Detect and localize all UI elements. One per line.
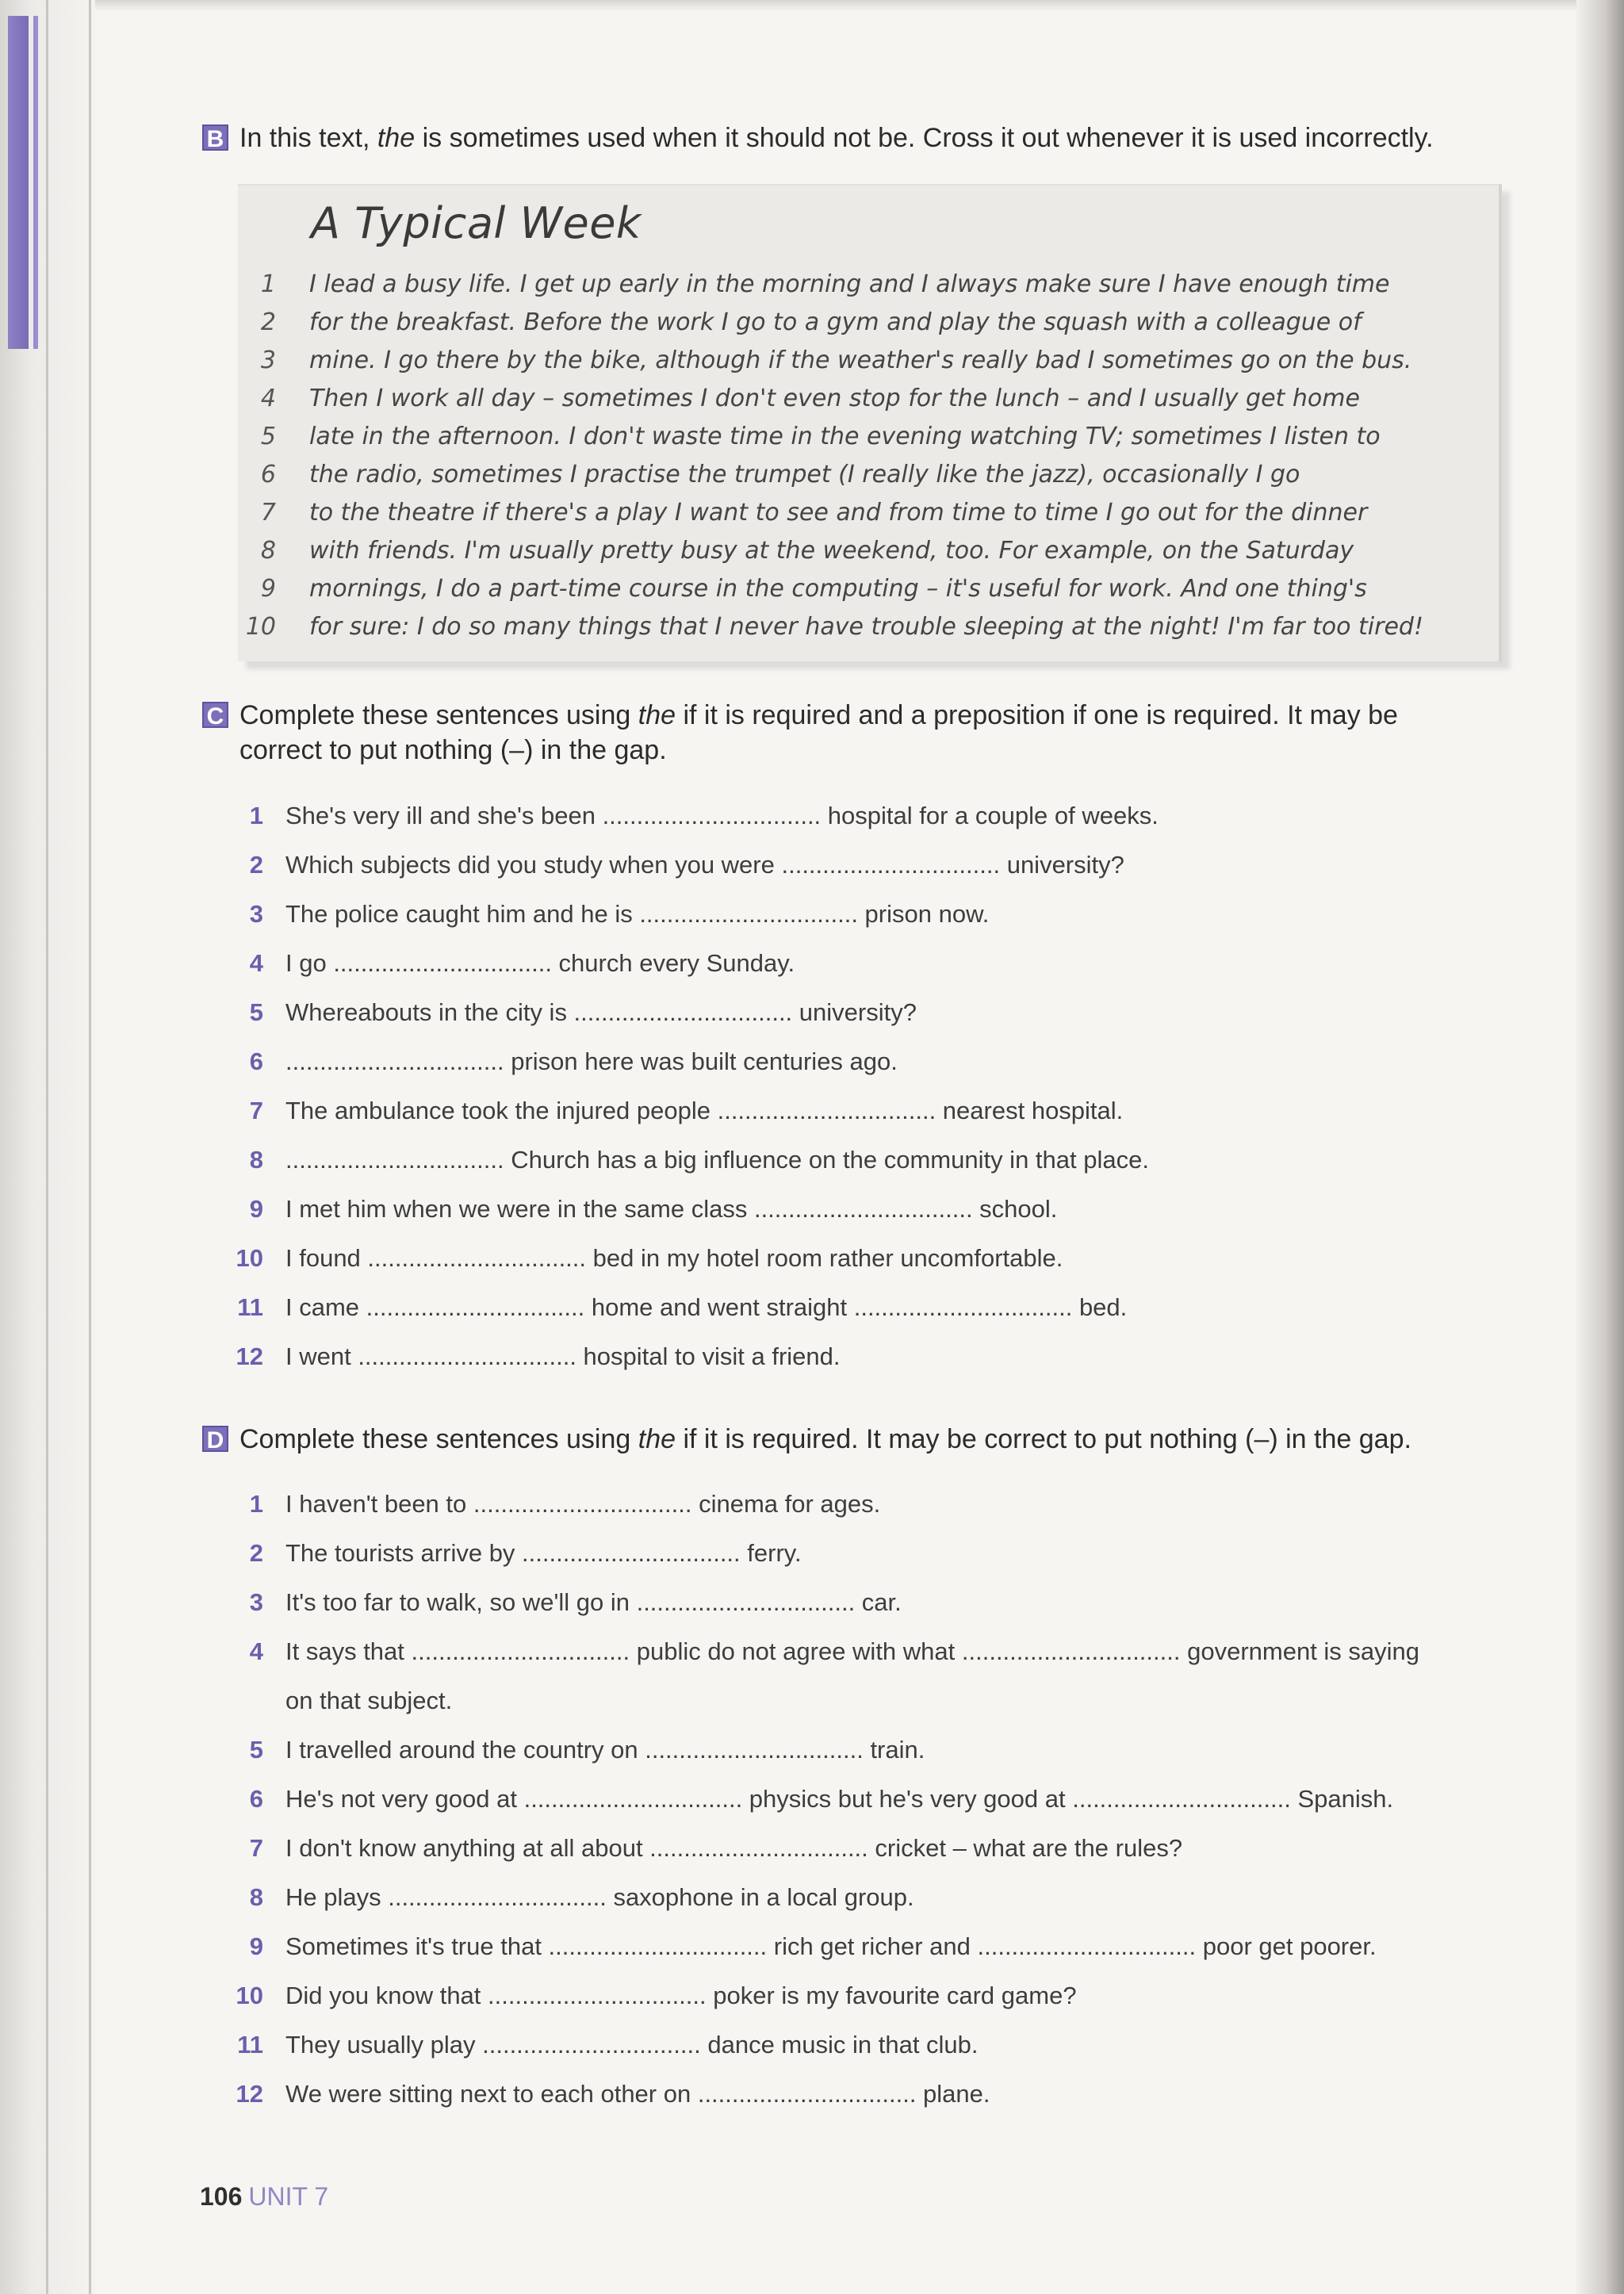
exercise-c-item-number: 2: [249, 851, 263, 879]
exercise-c-item-text: I went ................................ hospital to visit a friend.: [285, 1342, 841, 1370]
exercise-d-item-text: on that subject.: [285, 1687, 453, 1714]
story-line-text: I lead a busy life. I get up early in the morning and I always make sure I have enough time: [309, 270, 1390, 298]
exercise-c-item-text: I go ................................ church every Sunday.: [285, 949, 795, 977]
section-c-instruction-text: Complete these sentences using the if it is required and a preposition if one is required. It may be correct to put nothing (–) in the gap.: [239, 700, 1398, 765]
binding-line: [89, 0, 91, 2294]
exercise-d-item-number: 4: [249, 1637, 263, 1665]
exercise-d-item-text: Did you know that ................................ poker is my favourite card game?: [285, 1982, 1077, 2009]
section-d-instruction: [202, 1422, 1411, 1457]
story-line-number: 7: [260, 499, 276, 527]
exercise-c-item-number: 1: [249, 802, 263, 829]
exercise-d-item-number: 10: [236, 1982, 263, 2009]
exercise-c-item-number: 8: [249, 1146, 263, 1174]
exercise-d-item-text: Sometimes it's true that ................................ rich get richer and ................................ poor get poorer.: [285, 1932, 1377, 1960]
story-line-number: 2: [260, 308, 276, 336]
story-line-number: 4: [260, 385, 276, 412]
exercise-d-item-number: 12: [236, 2080, 263, 2108]
exercise-d-item-number: 3: [249, 1588, 263, 1616]
page-right-edge: [1576, 0, 1624, 2294]
story-line-text: the radio, sometimes I practise the trumpet (I really like the jazz), occasionally I go: [309, 461, 1300, 488]
exercise-c-item-number: 4: [249, 949, 263, 977]
story-line-text: Then I work all day – sometimes I don't even stop for the lunch – and I usually get home: [309, 385, 1360, 412]
exercise-c-item-text: ................................ Church has a big influence on the community in that place.: [285, 1146, 1149, 1174]
exercise-c-item-number: 6: [249, 1047, 263, 1075]
exercise-c-item-text: The police caught him and he is ................................ prison now.: [285, 900, 990, 928]
binding-line: [46, 0, 48, 2294]
exercise-d-item-text: It's too far to walk, so we'll go in ................................ car.: [285, 1588, 902, 1616]
section-b-badge: B: [202, 124, 228, 151]
exercise-d-item-number: 8: [249, 1883, 263, 1911]
section-d-badge: D: [202, 1426, 228, 1452]
exercise-d-item-number: 7: [249, 1834, 263, 1862]
section-c-instruction: [202, 698, 1398, 768]
story-line-text: late in the afternoon. I don't waste time in the evening watching TV; sometimes I listen to: [309, 423, 1381, 450]
exercise-d-item-text: I don't know anything at all about ................................ cricket – what are the rules?: [285, 1834, 1183, 1862]
story-line-text: mine. I go there by the bike, although if the weather's really bad I sometimes go on the bus.: [309, 347, 1412, 374]
exercise-c-item-text: I met him when we were in the same class ................................ school.: [285, 1195, 1058, 1223]
exercise-c-item-number: 10: [236, 1244, 263, 1272]
exercise-c-item-number: 12: [236, 1342, 263, 1370]
binding-color-tab: [8, 16, 29, 349]
story-line-number: 8: [260, 537, 276, 565]
exercise-d-item-text: The tourists arrive by ................................ ferry.: [285, 1539, 802, 1567]
story-line-number: 3: [260, 347, 276, 374]
section-b-instruction-text: In this text, the is sometimes used when it should not be. Cross it out whenever it is used incorrectly.: [239, 123, 1434, 153]
exercise-c-item-text: The ambulance took the injured people ................................ nearest hospital.: [285, 1097, 1124, 1124]
page-top-shadow: [0, 0, 1624, 11]
exercise-d-item-number: 1: [249, 1490, 263, 1518]
binding-color-tab-thin: [33, 16, 38, 349]
section-c-badge: C: [202, 702, 228, 728]
story-title: A Typical Week: [311, 198, 642, 248]
exercise-c-item-number: 9: [249, 1195, 263, 1223]
story-line-text: to the theatre if there's a play I want to see and from time to time I go out for the dinner: [309, 499, 1368, 527]
exercise-d-item-text: I travelled around the country on ................................ train.: [285, 1736, 925, 1764]
story-line-text: mornings, I do a part-time course in the computing – it's useful for work. And one thing's: [309, 575, 1367, 603]
story-line-text: with friends. I'm usually pretty busy at the weekend, too. For example, on the Saturday: [309, 537, 1354, 565]
exercise-c-item-number: 5: [249, 998, 263, 1026]
unit-label: UNIT 7: [248, 2182, 329, 2211]
page-footer: [200, 2182, 328, 2212]
story-line-text: for sure: I do so many things that I never have trouble sleeping at the night! I'm far too tired!: [309, 613, 1423, 641]
exercise-c-item-text: Which subjects did you study when you were ................................ university?: [285, 851, 1124, 879]
exercise-c-item-text: Whereabouts in the city is ................................ university?: [285, 998, 917, 1026]
exercise-d-item-text: I haven't been to ................................ cinema for ages.: [285, 1490, 881, 1518]
story-line-number: 9: [260, 575, 276, 603]
exercise-c-item-text: She's very ill and she's been ................................ hospital for a couple of weeks.: [285, 802, 1159, 829]
exercise-d-item-number: 9: [249, 1932, 263, 1960]
story-line-number: 1: [260, 270, 276, 298]
exercise-c-item-number: 11: [237, 1293, 263, 1321]
exercise-c-item-text: ................................ prison here was built centuries ago.: [285, 1047, 898, 1075]
section-b-instruction: [202, 121, 1434, 155]
story-line-number: 6: [260, 461, 276, 488]
story-line-number: 10: [245, 613, 276, 641]
exercise-d-item-number: 11: [237, 2031, 263, 2058]
exercise-d-item-number: 5: [249, 1736, 263, 1764]
exercise-d-item-number: 2: [249, 1539, 263, 1567]
exercise-d-item-text: He's not very good at ................................ physics but he's very good at ................................ Spanish.: [285, 1785, 1394, 1813]
story-line-number: 5: [260, 423, 276, 450]
exercise-c-item-text: I found ................................ bed in my hotel room rather uncomfortable.: [285, 1244, 1063, 1272]
page-number: 106: [200, 2182, 243, 2211]
exercise-c-item-number: 7: [249, 1097, 263, 1124]
exercise-c-item-number: 3: [249, 900, 263, 928]
exercise-d-item-text: They usually play ................................ dance music in that club.: [285, 2031, 979, 2058]
exercise-d-item-text: We were sitting next to each other on ................................ plane.: [285, 2080, 990, 2108]
exercise-d-item-number: 6: [249, 1785, 263, 1813]
exercise-c-item-text: I came ................................ home and went straight ................................ bed.: [285, 1293, 1128, 1321]
section-d-instruction-text: Complete these sentences using the if it is required. It may be correct to put nothing (–) in the gap.: [239, 1424, 1411, 1454]
exercise-d-item-text: It says that ................................ public do not agree with what ................................ government is saying: [285, 1637, 1420, 1665]
exercise-d-item-text: He plays ................................ saxophone in a local group.: [285, 1883, 914, 1911]
story-line-text: for the breakfast. Before the work I go to a gym and play the squash with a colleague of: [309, 308, 1362, 336]
